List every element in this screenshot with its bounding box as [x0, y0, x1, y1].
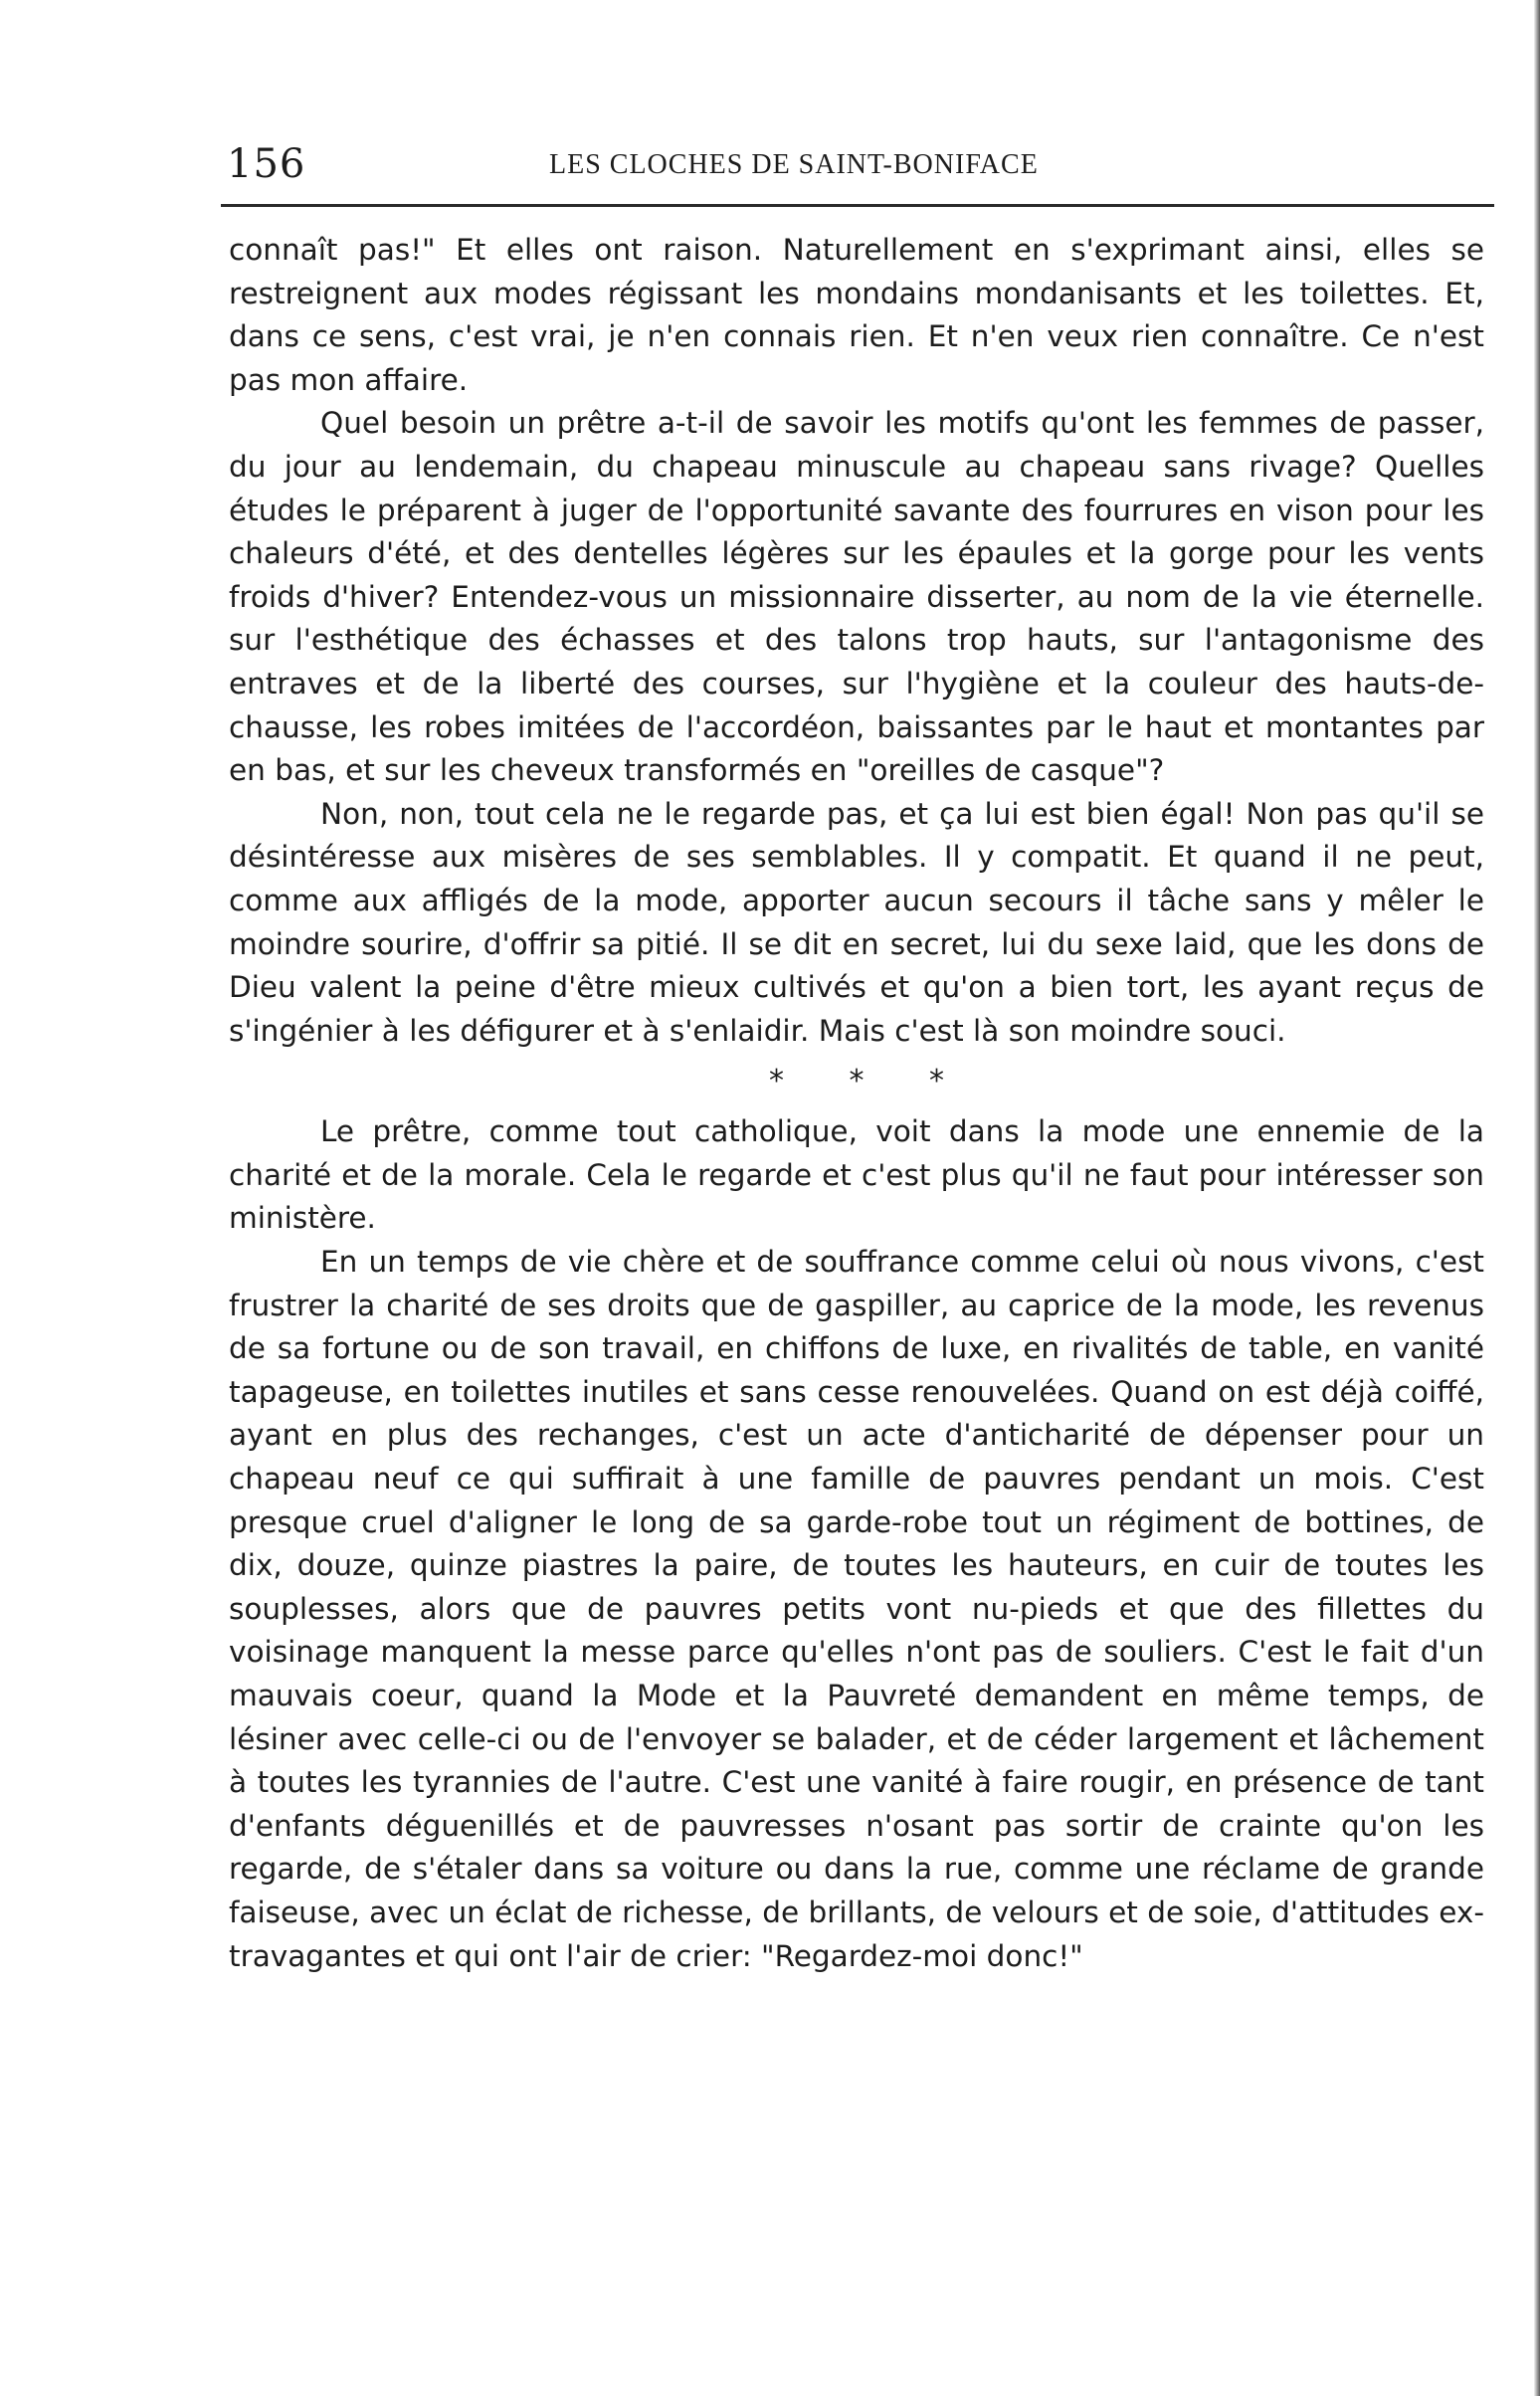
section-separator: * * *	[768, 1064, 973, 1099]
page-edge-shadow	[1534, 0, 1540, 2396]
paragraph: Quel besoin un prêtre a-t-il de savoir les motifs qu'ont les femmes de passer, du jour au lendemain, du chapeau minuscule au chapeau sans rivage? Quelles études le préparent à juger de l'opportunité savante des fourrures en vison pour les chaleurs d'été, et des dentelles légères sur les épaules et la gorge pour les vents froids d'hiver? Entendez-vous un missionnaire disserter, au nom de la vie éternelle. sur l'esthétique des échasses et des talons trop hauts, sur l'antagonisme des entraves et de la liberté des courses, sur l'hygiène et la couleur des hauts-de-chausse, les robes imitées de l'accordéon, baissantes par le haut et montantes par en bas, et sur les cheveux transformés en "oreilles de casque"?	[229, 406, 1484, 788]
paragraph: En un temps de vie chère et de souffrance comme celui où nous vivons, c'est frustrer la charité de ses droits que de gaspiller, au caprice de la mode, les revenus de sa fortune ou de son travail, en chiffons de luxe, en rivalités de table, en vanité tapageuse, en toilettes inutiles et sans cesse renouvelées. Quand on est déjà coiffé, ayant en plus des rechanges, c'est un acte d'anticharité de dépenser pour un chapeau neuf ce qui suffirait à une famille de pauvres pendant un mois. C'est presque cruel d'aligner le long de sa garde-robe tout un régiment de bottines, de dix, douze, quinze piastres la paire, de toutes les hauteurs, en cuir de toutes les souplesses, alors que de pauvres petits vont nu-pieds et que des fillettes du voisinage manquent la messe parce qu'elles n'ont pas de souliers. C'est le fait d'un mauvais coeur, quand la Mode et la Pauvreté demandent en même temps, de lésiner avec celle-ci ou de l'envoyer se balader, et de céder largement et lâchement à toutes les tyrannies de l'autre. C'est une vanité à faire rougir, en présence de tant d'enfants déguenillés et de pauvresses n'osant pas sortir de crainte qu'on les regarde, de s'étaler dans sa voiture ou dans la rue, comme une réclame de grande faiseuse, avec un éclat de richesse, de brillants, de velours et de soie, d'attitudes extravagantes et qui ont l'air de crier: "Regardez-moi donc!"	[229, 1245, 1484, 1973]
body-text	[229, 229, 1484, 1978]
page-number: 156	[227, 141, 306, 187]
paragraph-continued: connaît pas!" Et elles ont raison. Naturellement en s'exprimant ainsi, elles se restreignent aux modes régissant les mondains mondanisants et les toilettes. Et, dans ce sens, c'est vrai, je n'en connais rien. Et n'en veux rien connaître. Ce n'est pas mon affaire.	[229, 233, 1484, 397]
running-header	[221, 137, 1480, 191]
header-rule	[221, 204, 1494, 207]
paragraph: Le prêtre, comme tout catholique, voit dans la mode une ennemie de la charité et de la morale. Cela le regarde et c'est plus qu'il ne faut pour intéresser son ministère.	[229, 1114, 1484, 1236]
running-title: LES CLOCHES DE SAINT-BONIFACE	[549, 149, 1039, 180]
paragraph: Non, non, tout cela ne le regarde pas, et ça lui est bien égal! Non pas qu'il se désintéresse aux misères de ses semblables. Il y compatit. Et quand il ne peut, comme aux affligés de la mode, apporter aucun secours il tâche sans y mêler le moindre sourire, d'offrir sa pitié. Il se dit en secret, lui du sexe laid, que les dons de Dieu valent la peine d'être mieux cultivés et qu'on a bien tort, les ayant reçus de s'ingénier à les défigurer et à s'enlaidir. Mais c'est là son moindre souci.	[229, 796, 1484, 1048]
